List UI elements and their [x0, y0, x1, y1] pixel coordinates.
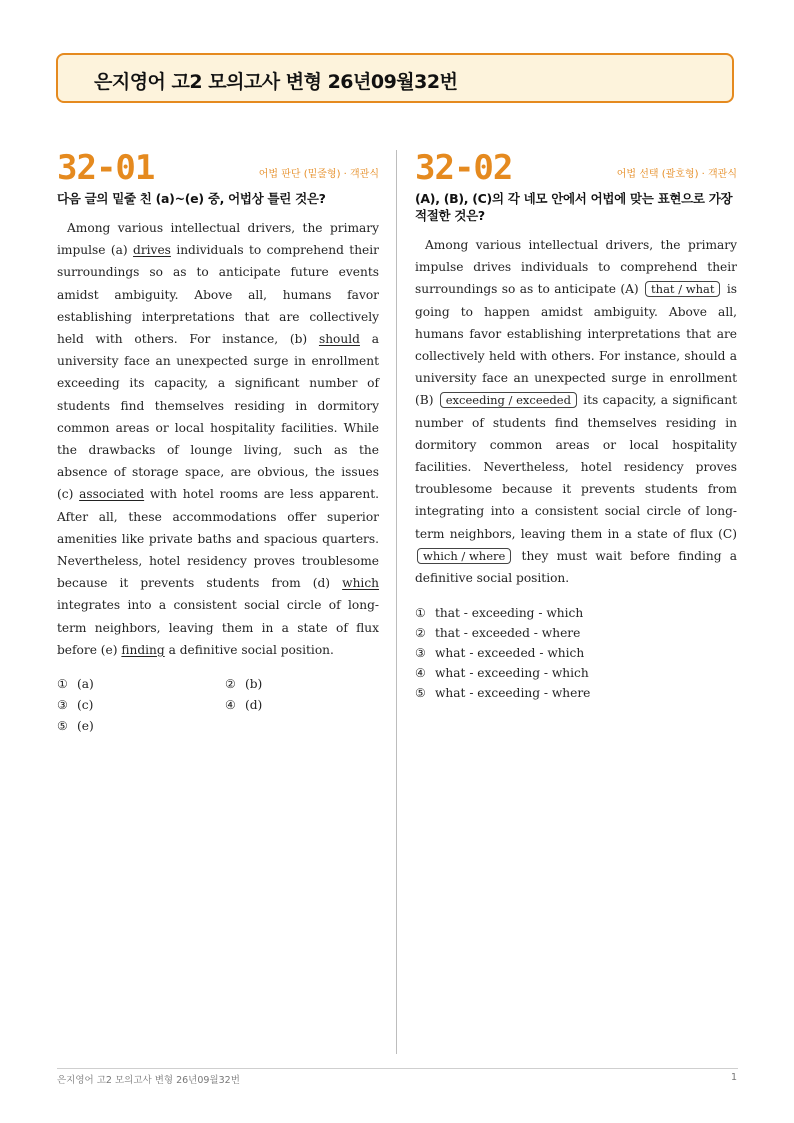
- option-5[interactable]: ⑤ (e): [57, 719, 94, 734]
- option-2[interactable]: ② (b): [225, 677, 263, 692]
- answer-options: [415, 603, 737, 703]
- page-title: 은지영어 고2 모의고사 변형 26년09월32번: [94, 71, 458, 93]
- passage-text: with hotel rooms are less apparent. After all, these accommodations offer superior amenities like private baths and spacious quarters. Nevertheless, hotel residency proves troublesome because it prevents students from (d): [57, 487, 380, 591]
- passage: [57, 217, 379, 661]
- passage: [415, 234, 737, 589]
- question-type: 어법 판단 (밑줄형) · 객관식: [258, 169, 379, 180]
- answer-options: [57, 675, 379, 736]
- choice-box-a: that / what: [645, 281, 720, 297]
- passage-text: individuals to comprehend their surroundings so as to anticipate future events amidst ambiguity. Above all, humans favor establishing interpretations that are collectively held with others. For instance, (b): [57, 243, 379, 347]
- question-header: [57, 150, 379, 186]
- question-number: 32-01: [57, 148, 155, 188]
- column-divider: [396, 150, 397, 1054]
- underlined-b: should: [318, 332, 360, 347]
- option-2[interactable]: ② that - exceeded - where: [415, 626, 581, 641]
- passage-text: a definitive social position.: [164, 642, 334, 657]
- footer-title: 은지영어 고2 모의고사 변형 26년09월32번: [57, 1075, 240, 1086]
- option-1[interactable]: ① that - exceeding - which: [415, 606, 584, 621]
- passage-text: a university face an unexpected surge in enrollment exceeding its capacity, a significant number of students find themselves residing in dormitory common areas or local hospitality facilities. While the drawbacks of lounge living, such as the absence of storage space, are obvious, the issues (c): [57, 332, 379, 502]
- underlined-d: which: [342, 576, 379, 591]
- question-prompt: (A), (B), (C)의 각 네모 안에서 어법에 맞는 표현으로 가장 적절한 것은?: [415, 191, 733, 223]
- passage-text: is going to happen amidst ambiguity. Above all, humans favor establishing interpretations that are collectively held with others. For instance, should a university face an unexpected surge in enrollment (B): [415, 282, 737, 408]
- passage-text: integrates into a consistent social circle of long-term neighbors, leaving them in a state of flux before (e): [57, 598, 379, 657]
- passage-text: Among various intellectual drivers, the primary impulse drives individuals to comprehend their surroundings so as to anticipate (A): [415, 238, 737, 297]
- choice-box-b: exceeding / exceeded: [440, 392, 577, 408]
- choice-box-c: which / where: [417, 548, 511, 564]
- passage-text: Among various intellectual drivers, the primary impulse (a): [57, 221, 379, 258]
- question-type: 어법 선택 (괄호형) · 객관식: [616, 169, 737, 180]
- question-prompt: 다음 글의 밑줄 친 (a)~(e) 중, 어법상 틀린 것은?: [57, 191, 326, 206]
- question-header: [415, 150, 737, 186]
- page-number: 1: [730, 1072, 737, 1083]
- passage-text: they must wait before finding a definitive social position.: [415, 548, 737, 586]
- underlined-a: drives: [133, 243, 171, 258]
- option-4[interactable]: ④ (d): [225, 698, 263, 713]
- footer-divider: [57, 1068, 738, 1069]
- underlined-e: finding: [121, 642, 165, 657]
- question-number: 32-02: [415, 148, 513, 188]
- option-4[interactable]: ④ what - exceeding - which: [415, 666, 589, 681]
- option-3[interactable]: ③ what - exceeded - which: [415, 646, 585, 661]
- header-banner: [56, 53, 734, 103]
- option-1[interactable]: ① (a): [57, 677, 94, 692]
- question-32-01: [57, 150, 379, 736]
- underlined-c: associated: [79, 487, 145, 502]
- option-3[interactable]: ③ (c): [57, 698, 94, 713]
- question-32-02: [415, 150, 737, 703]
- option-5[interactable]: ⑤ what - exceeding - where: [415, 686, 591, 701]
- passage-text: its capacity, a significant number of students find themselves residing in dormitory common areas or local hospitality facilities. Nevertheless, hotel residency proves troublesome because it prevents students from integrating into a consistent social circle of long-term neighbors, leaving them in a state of flux (C): [415, 393, 737, 541]
